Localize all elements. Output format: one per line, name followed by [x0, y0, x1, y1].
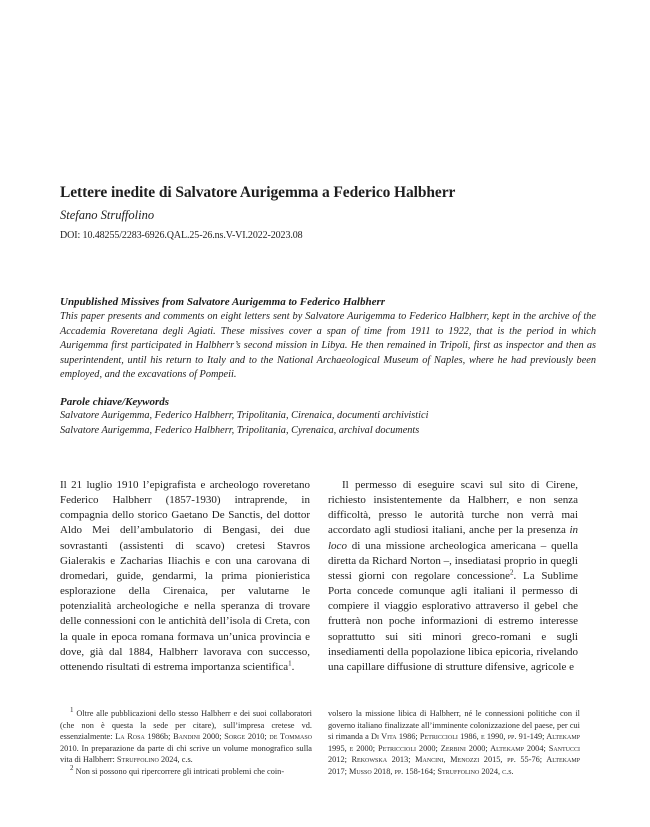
body-column-left — [60, 478, 310, 675]
footnote-2-text-end: volsero la missione libica di Halbherr, né le connessioni politiche con il governo italiano finalizzate all’imminente colonizzazione del paese, per cui si rimanda a — [328, 709, 580, 741]
body-right-part3: . La Sublime Porta concede comunque agli italiani il permesso di compiere il viaggio esplorativo attraverso il gebel che frutterà non poche informazioni di estremo interesse soprattutto sui siti minori greco-romani e sugli insediamenti della popolazione libica epicoria, rivelando una capillare diffusione di strutture difensive, agricole e — [328, 569, 578, 673]
citation-year: 1986b; — [144, 732, 174, 741]
abstract-heading: Unpublished Missives from Salvatore Aurigemma to Federico Halbherr — [60, 296, 386, 308]
footnotes-right — [328, 708, 580, 777]
body-left-end: . — [291, 660, 295, 673]
citation-author: Bandini — [173, 732, 201, 741]
footnotes-left — [60, 708, 312, 777]
footnote-1-number: 1 — [70, 706, 74, 715]
footnote-1-text: 2010. In preparazione da parte di chi scrive un volume monografico sulla vita di Halbherr: — [60, 743, 312, 764]
citation-author: La Rosa — [115, 732, 145, 741]
body-right-italic: in loco — [328, 524, 578, 552]
keywords-italian: Salvatore Aurigemma, Federico Halbherr, Tripolitania, Cirenaica, documenti archivistici — [60, 410, 429, 421]
body-right-part1: Il permesso di eseguire scavi sul sito di Cirene, richiesto insistentemente da Halbherr, e non senza difficoltà, presso le autorità turche non verrà mai accordato agli studiosi italiani, anche per la presenza — [328, 479, 578, 537]
footnote-2-continued — [328, 708, 580, 777]
article-title: Lettere inedite di Salvatore Aurigemma a Federico Halbherr — [60, 184, 456, 201]
footnote-2-number: 2 — [70, 763, 74, 772]
footnote-2-text-start: Non si possono qui ripercorrere gli intricati problemi che coin- — [75, 766, 285, 776]
author-name: Stefano Struffolino — [60, 208, 155, 222]
citation-author: Struffolino — [116, 755, 159, 764]
footnote-1 — [60, 708, 312, 766]
citation-year: 2010; — [245, 732, 270, 741]
doi: DOI: 10.48255/2283-6926.QAL.25-26.ns.V-VI.2022-2023.08 — [60, 230, 303, 241]
body-column-right — [328, 478, 578, 675]
abstract-text: This paper presents and comments on eight letters sent by Salvatore Aurigemma to Federico Halbherr, kept in the archive of the Accademia Roveretana degli Agiati. These missives cover a span of time from 1911 to 1922, that is the period in which Aurigemma first participated in Halbherr’s second mission in Libya. He then remained in Tripoli, first as inspector and then as superintendent, until his return to Italy and to the National Archaeological Museum of Naples, where he had previously been employed, and the excavations of Pompeii. — [60, 311, 596, 381]
body-left-text: Il 21 luglio 1910 l’epigrafista e archeologo roveretano Federico Halbherr (1857-1930) intraprende, in compagnia dello storico Gaetano De Sanctis, del dottor Aldo Mei dell’ambulatorio di Bengasi, dei due sovrastanti (assistenti di scavo) cretesi Stavros Gialerakis e Zacharias Iliachis e con una carovana di dromedari, guide, gendarmi, la prima pionieristica esplorazione della Cirenaica, per valutarne le potenzialità archeologiche e nella speranza di trovare delle connessioni con le antichità dell’isola di Creta, con la quale in epoca romana formava un’unica provincia e dove, già dal 1884, Halbherr lavorava con successo, ottenendo risultati di estrema importanza scientifica — [60, 479, 310, 673]
citation-year: 2024, c.s. — [158, 755, 193, 764]
footnote-ref-2[interactable]: 2 — [510, 568, 514, 577]
footnote-2-references: Di Vita 1986; Petriccioli 1986, e 1990, pp. 91-149; Altekamp 1995, e 2000; Petriccioli 2000; Zerbini 2000; Altekamp 2004; Santucci 2012; Rekowska 2013; Mancini, Menozzi 2015, pp. 55-76; Altekamp 2017; Musso 2018, pp. 158-164; Struffolino 2024, c.s. — [328, 732, 581, 776]
footnote-1-text: Oltre alle pubblicazioni dello stesso Halbherr e dei suoi collaboratori (che non è questa la sede per citare), sull’impresa cretese vd. essenzialmente: — [60, 709, 312, 741]
keywords-english: Salvatore Aurigemma, Federico Halbherr, Tripolitania, Cyrenaica, archival documents — [60, 425, 420, 436]
keywords-heading: Parole chiave/Keywords — [60, 396, 170, 408]
citation-author: de Tommaso — [269, 732, 312, 741]
footnote-2 — [60, 763, 312, 778]
citation-author: Sorge — [224, 732, 246, 741]
citation-year: 2000; — [200, 732, 225, 741]
body-right-part2: di una missione archeologica americana – quella diretta da Richard Norton –, insediatasi proprio in quegli stessi giorni con regolare concessione — [328, 539, 578, 582]
footnote-ref-1[interactable]: 1 — [288, 659, 292, 668]
